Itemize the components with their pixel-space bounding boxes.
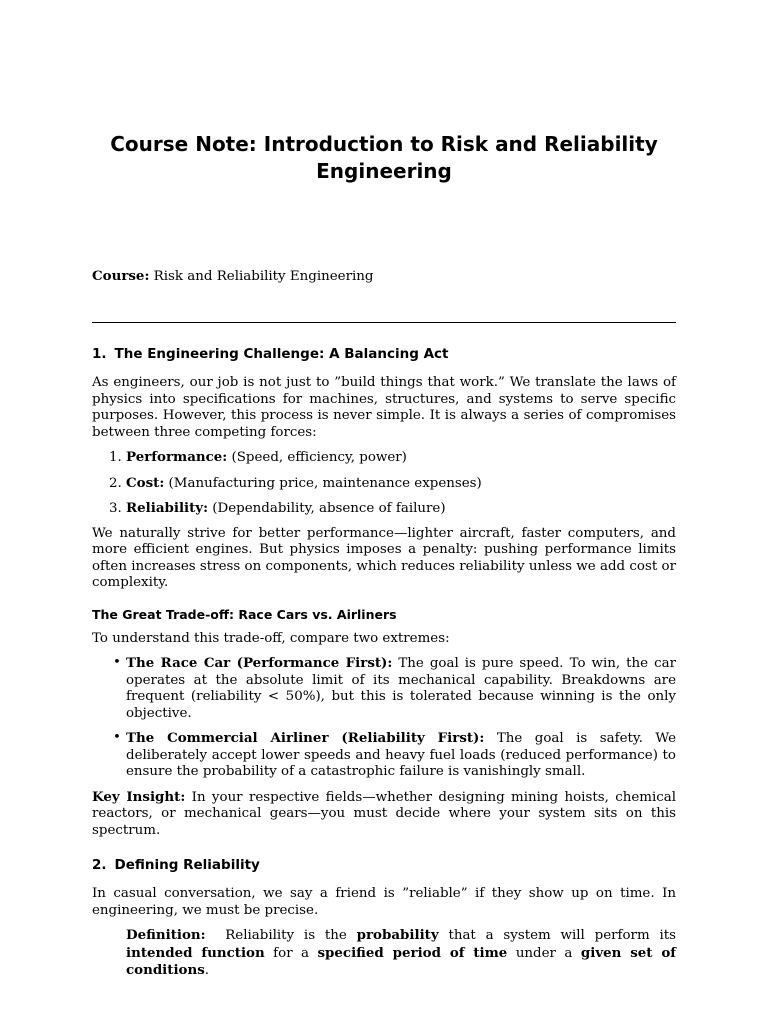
example-label: The Commercial Airliner (Reliability First): (126, 730, 485, 746)
section-1-title: The Engineering Challenge: A Balancing Act (114, 346, 449, 362)
section-1-number: 1. (92, 346, 107, 362)
list-item (126, 730, 676, 781)
definition-text: Reliability is the (225, 928, 347, 943)
list-item (126, 449, 676, 467)
definition-term: given set of conditions (126, 944, 677, 978)
example-text: The goal is safety. We deliberately accept lower speeds and heavy fuel loads (reduced performance) to ensure the probability of a catastrophic failure is vanishingly small. (126, 731, 676, 779)
page-title: Course Note: Introduction to Risk and Reliability Engineering (110, 132, 658, 183)
forces-list (92, 449, 676, 518)
force-text: (Manufacturing price, maintenance expenses) (168, 475, 482, 491)
document-body (92, 345, 676, 980)
horizontal-rule (92, 322, 676, 323)
section-2-heading (92, 856, 676, 874)
course-line (92, 268, 676, 286)
key-insight-text: In your respective fields—whether designing mining hoists, chemical reactors, or mechanical gears—you must decide where your system sits on this spectrum. (92, 789, 676, 838)
force-label: Performance: (126, 449, 228, 465)
force-text: (Dependability, absence of failure) (212, 501, 446, 516)
course-value: Risk and Reliability Engineering (153, 269, 374, 284)
definition-term: specified period of time (317, 944, 508, 961)
tradeoff-intro: To understand this trade-off, compare two extremes: (92, 630, 450, 646)
force-text: (Speed, efficiency, power) (231, 450, 407, 465)
key-insight-paragraph (92, 789, 676, 840)
definition-text: that a system will perform its (448, 928, 676, 943)
section-2-title: Defining Reliability (114, 857, 260, 873)
section-2-intro: In casual conversation, we say a friend is ”reliable” if they show up on time. In engineering, we must be precise. (92, 886, 676, 918)
section-1-intro: As engineers, our job is not just to ”build things that work.” We translate the laws of physics into specifications for machines, structures, and systems to serve specific purposes. However, this process is never simple. It is always a series of compromises between three competing forces: (92, 375, 676, 440)
definition-end: . (204, 963, 210, 978)
definition-text: for a (273, 945, 310, 961)
section-1-heading (92, 345, 676, 363)
course-label: Course: (92, 268, 150, 284)
example-text: The goal is pure speed. To win, the car operates at the absolute limit of its mechanical capability. Breakdowns are frequent (reliability < 50%), but this is tolerated because winning is the only objective. (126, 656, 676, 721)
definition-block (126, 927, 676, 980)
definition-term: probability (356, 927, 439, 943)
list-item (126, 475, 676, 493)
key-insight-label: Key Insight: (92, 788, 186, 805)
tradeoff-heading: The Great Trade-off: Race Cars vs. Airliners (92, 606, 397, 622)
examples-list (92, 655, 676, 781)
definition-term: intended function (126, 944, 265, 961)
example-label: The Race Car (Performance First): (126, 655, 393, 671)
definition-text: under a (515, 945, 573, 961)
list-item (126, 500, 676, 518)
list-item (126, 655, 676, 722)
force-label: Cost: (126, 474, 165, 491)
section-2-number: 2. (92, 857, 107, 873)
force-label: Reliability: (126, 500, 209, 516)
penalty-paragraph: We naturally strive for better performance—lighter aircraft, faster computers, and more efficient engines. But physics imposes a penalty: pushing performance limits often increases stress on components, which reduces reliability unless we add cost or complexity. (92, 525, 676, 590)
definition-label: Definition: (126, 927, 206, 943)
